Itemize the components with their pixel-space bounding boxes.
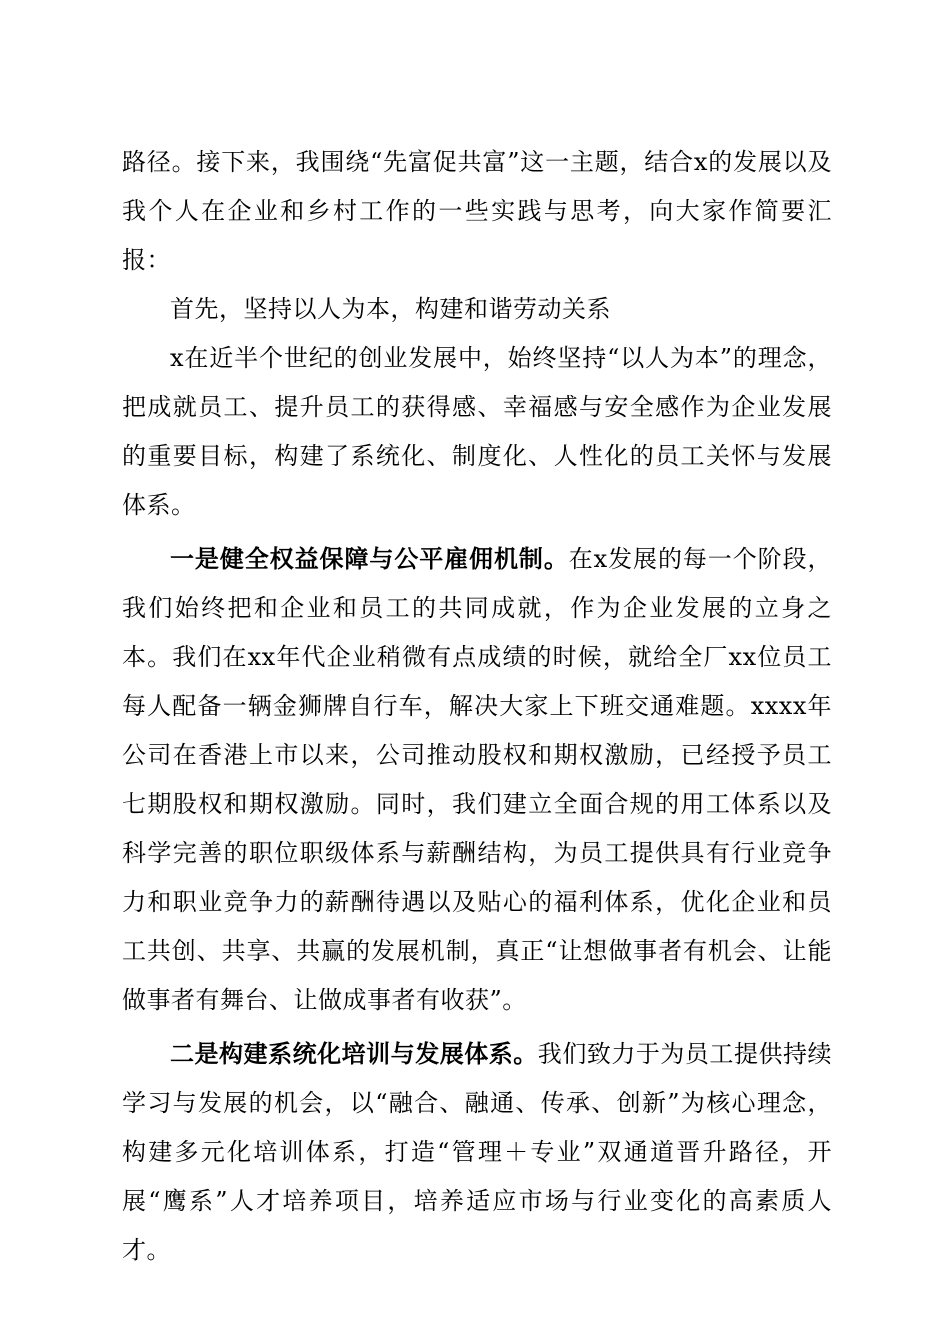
people-first-paragraph: x在近半个世纪的创业发展中，始终坚持“以人为本”的理念，把成就员工、提升员工的获得感、幸福感与安全感作为企业发展的重要目标，构建了系统化、制度化、人性化的员工关怀与发展体系。 bbox=[122, 344, 832, 519]
rights-protection-body: 在x发展的每一个阶段，我们始终把和企业和员工的共同成就，作为企业发展的立身之本。我们在xx年代企业稍微有点成绩的时候，就给全厂xx位员工每人配备一辆金狮牌自行车，解决大家上下班交通难题。xxxx年公司在香港上市以来，公司推动股权和期权激励，已经授予员工七期股权和期权激励。同时，我们建立全面合规的用工体系以及科学完善的职位职级体系与薪酬结构，为员工提供具有行业竞争力和职业竞争力的薪酬待遇以及贴心的福利体系，优化企业和员工共创、共享、共赢的发展机制，真正“让想做事者有机会、让能做事者有舞台、让做成事者有收获”。 bbox=[122, 545, 832, 1014]
training-system-paragraph bbox=[122, 1029, 832, 1275]
training-system-lead: 二是构建系统化培训与发展体系。 bbox=[170, 1039, 538, 1068]
training-system-body: 我们致力于为员工提供持续学习与发展的机会，以“融合、融通、传承、创新”为核心理念，构建多元化培训体系，打造“管理＋专业”双通道晋升路径，开展“鹰系”人才培养项目，培养适应市场与行业变化的高素质人才。 bbox=[122, 1040, 833, 1264]
intro-paragraph: 路径。接下来，我围绕“先富促共富”这一主题，结合x的发展以及我个人在企业和乡村工作的一些实践与思考，向大家作简要汇报： bbox=[122, 148, 832, 274]
rights-protection-paragraph bbox=[122, 534, 832, 1025]
section-heading: 首先，坚持以人为本，构建和谐劳动关系 bbox=[170, 295, 611, 323]
rights-protection-lead: 一是健全权益保障与公平雇佣机制。 bbox=[170, 544, 569, 573]
document-body bbox=[122, 138, 832, 1275]
